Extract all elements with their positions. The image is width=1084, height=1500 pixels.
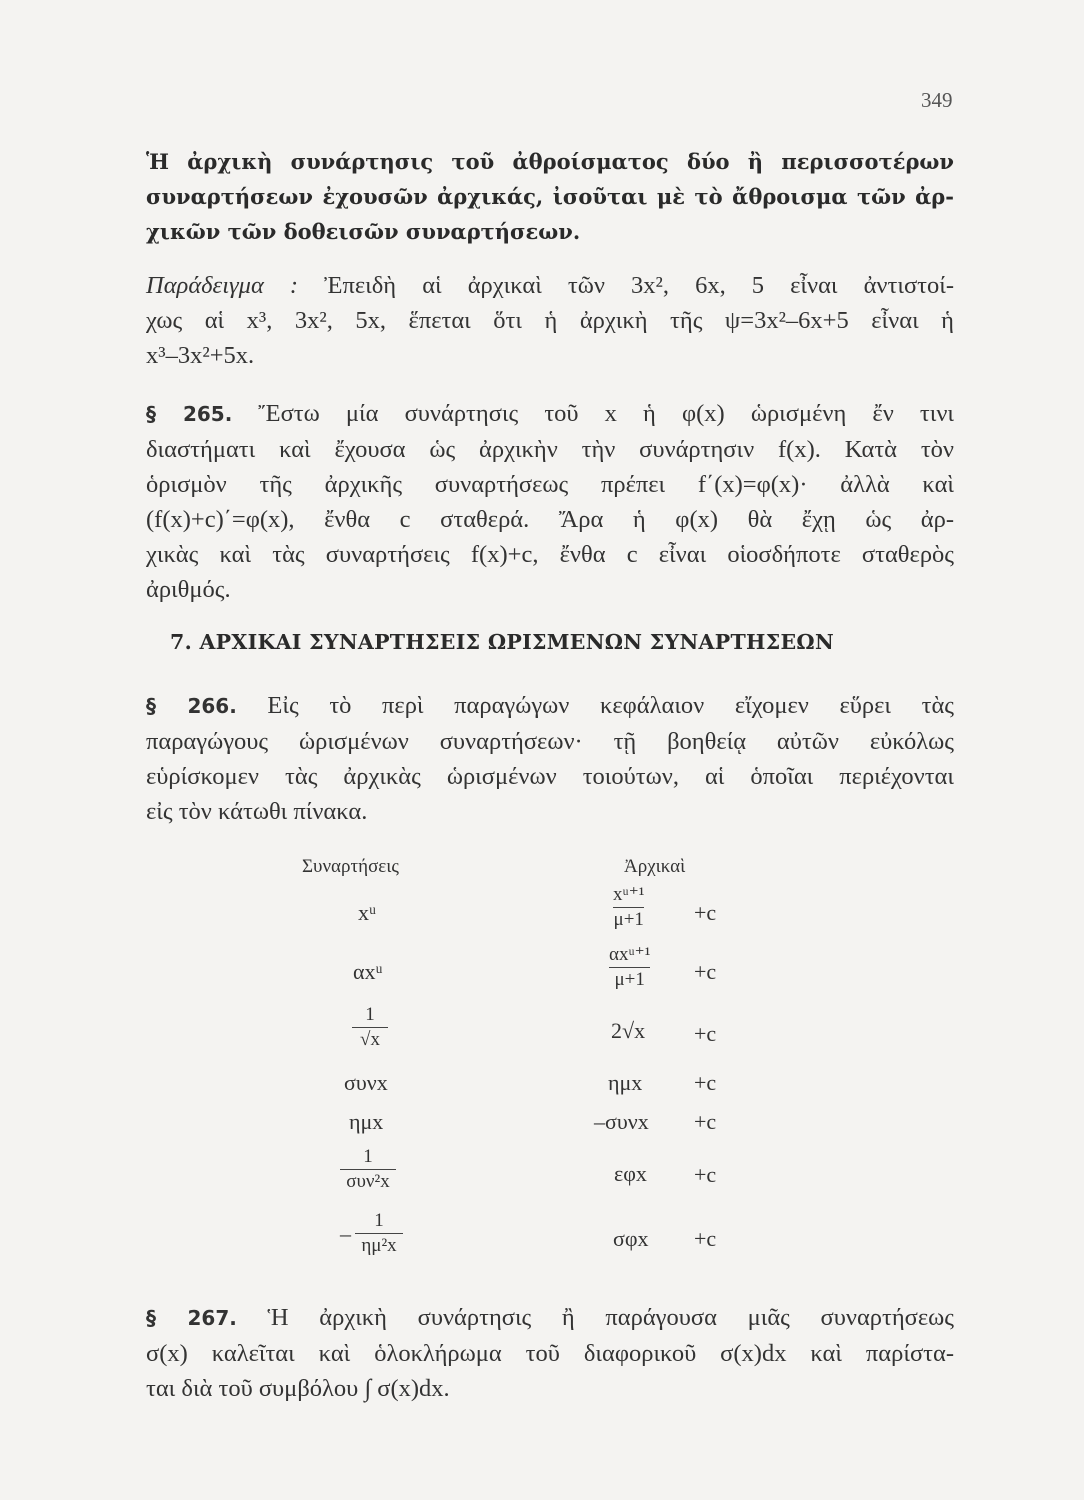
section-text: Ἔστω μία συνάρτησις τοῦ x ἡ φ(x) ὡρισμένη ἔν τινι — [232, 400, 954, 427]
constant-term: +c — [694, 1226, 717, 1251]
theorem-statement — [146, 144, 954, 249]
section-text: χικὰς καὶ τὰς συναρτήσεις f(x)+c, ἔνθα c εἶναι οἱοσδήποτε σταθερὸς — [146, 541, 954, 568]
function-cell — [340, 1210, 403, 1257]
function-sign: – — [340, 1220, 351, 1246]
section-number: § 265. — [146, 402, 233, 426]
section-text: ται διὰ τοῦ συμβόλου ∫ σ(x)dx. — [146, 1375, 450, 1402]
primitive-cell — [609, 944, 650, 991]
primitive-cell: εφx — [614, 1161, 647, 1186]
constant-term: +c — [694, 1109, 717, 1134]
section-265 — [146, 396, 954, 607]
function-cell: αxᵘ — [353, 959, 383, 984]
primitive-cell: 2√x — [611, 1018, 646, 1043]
section-text: εὑρίσκομεν τὰς ἀρχικὰς ὡρισμένων τοιούτων, αἱ ὁποῖαι περιέχονται — [146, 763, 954, 790]
table-header-primitives: Ἀρχικαὶ — [624, 856, 686, 877]
theorem-line: Ἡ ἀρχικὴ συνάρτησις τοῦ ἀθροίσματος δύο ἢ περισσοτέρων — [146, 149, 954, 174]
constant-term: +c — [694, 1070, 717, 1095]
section-text: σ(x) καλεῖται καὶ ὁλοκλήρωμα τοῦ διαφορικοῦ σ(x)dx καὶ παρίστα- — [146, 1340, 954, 1367]
example-label: Παράδειγμα : — [146, 272, 299, 299]
example-text: Ἐπειδὴ αἱ ἀρχικαὶ τῶν 3x², 6x, 5 εἶναι ἀντιστοί- — [298, 272, 954, 299]
function-numerator: 1 — [363, 1146, 373, 1167]
section-text: παραγώγους ὡρισμένων συναρτήσεων· τῇ βοηθείᾳ αὐτῶν εὐκόλως — [146, 728, 954, 755]
primitive-cell: σφx — [613, 1226, 649, 1251]
example-paragraph — [146, 268, 954, 373]
function-cell: xᵘ — [358, 900, 377, 925]
function-cell — [340, 1146, 396, 1193]
constant-term: +c — [694, 1162, 717, 1187]
section-267 — [146, 1300, 954, 1406]
function-cell: συνx — [344, 1070, 388, 1095]
example-text: x³–3x²+5x. — [146, 342, 255, 369]
section-text: ἀριθμός. — [146, 576, 231, 603]
section-number: § 267. — [146, 1306, 237, 1330]
primitive-numerator: xᵘ⁺¹ — [613, 884, 645, 905]
section-text: διαστήματι καὶ ἔχουσα ὡς ἀρχικὴν τὴν συνάρτησιν f(x). Κατὰ τὸν — [146, 436, 954, 463]
section-266 — [146, 688, 954, 829]
section-text: Ἡ ἀρχικὴ συνάρτησις ἢ παράγουσα μιᾶς συναρτήσεως — [236, 1304, 954, 1331]
constant-term: +c — [694, 959, 717, 984]
function-denominator: συν²x — [346, 1171, 390, 1192]
section-text: εἰς τὸν κάτωθι πίνακα. — [146, 798, 368, 825]
primitive-denominator: μ+1 — [614, 969, 645, 990]
theorem-line: χικῶν τῶν δοθεισῶν συναρτήσεων. — [146, 219, 581, 244]
function-numerator: 1 — [365, 1004, 375, 1025]
function-cell — [352, 1004, 388, 1051]
primitive-cell — [613, 884, 644, 931]
constant-term: +c — [694, 1021, 717, 1046]
primitive-denominator: μ+1 — [613, 909, 644, 930]
function-denominator: √x — [360, 1029, 380, 1050]
section-text: Εἰς τὸ περὶ παραγώγων κεφάλαιον εἴχομεν εὕρει τὰς — [236, 692, 954, 719]
theorem-line: συναρτήσεων ἐχουσῶν ἀρχικάς, ἰσοῦται μὲ τὸ ἄθροισμα τῶν ἀρ- — [146, 184, 954, 209]
constant-term: +c — [694, 900, 717, 925]
primitive-cell: –συνx — [594, 1109, 649, 1134]
primitive-numerator: αxᵘ⁺¹ — [609, 944, 651, 965]
function-numerator: 1 — [374, 1210, 384, 1231]
section-text: ὁρισμὸν τῆς ἀρχικῆς συναρτήσεως πρέπει f΄(x)=φ(x)· ἀλλὰ καὶ — [146, 471, 954, 498]
primitive-cell: ημx — [608, 1070, 643, 1095]
example-text: χως αἱ x³, 3x², 5x, ἕπεται ὅτι ἡ ἀρχικὴ τῆς ψ=3x²–6x+5 εἶναι ἡ — [146, 307, 954, 334]
section-text: (f(x)+c)΄=φ(x), ἔνθα c σταθερά. Ἄρα ἡ φ(x) θὰ ἔχῃ ὡς ἀρ- — [146, 506, 954, 533]
chapter-heading: 7. ΑΡΧΙΚΑΙ ΣΥΝΑΡΤΗΣΕΙΣ ΩΡΙΣΜΕΝΩΝ ΣΥΝΑΡΤΗΣΕΩΝ — [170, 630, 834, 654]
section-number: § 266. — [146, 694, 237, 718]
table-header-functions: Συναρτήσεις — [302, 856, 399, 877]
function-denominator: ημ²x — [361, 1235, 397, 1256]
page-number: 349 — [921, 88, 953, 112]
function-cell: ημx — [349, 1109, 384, 1134]
